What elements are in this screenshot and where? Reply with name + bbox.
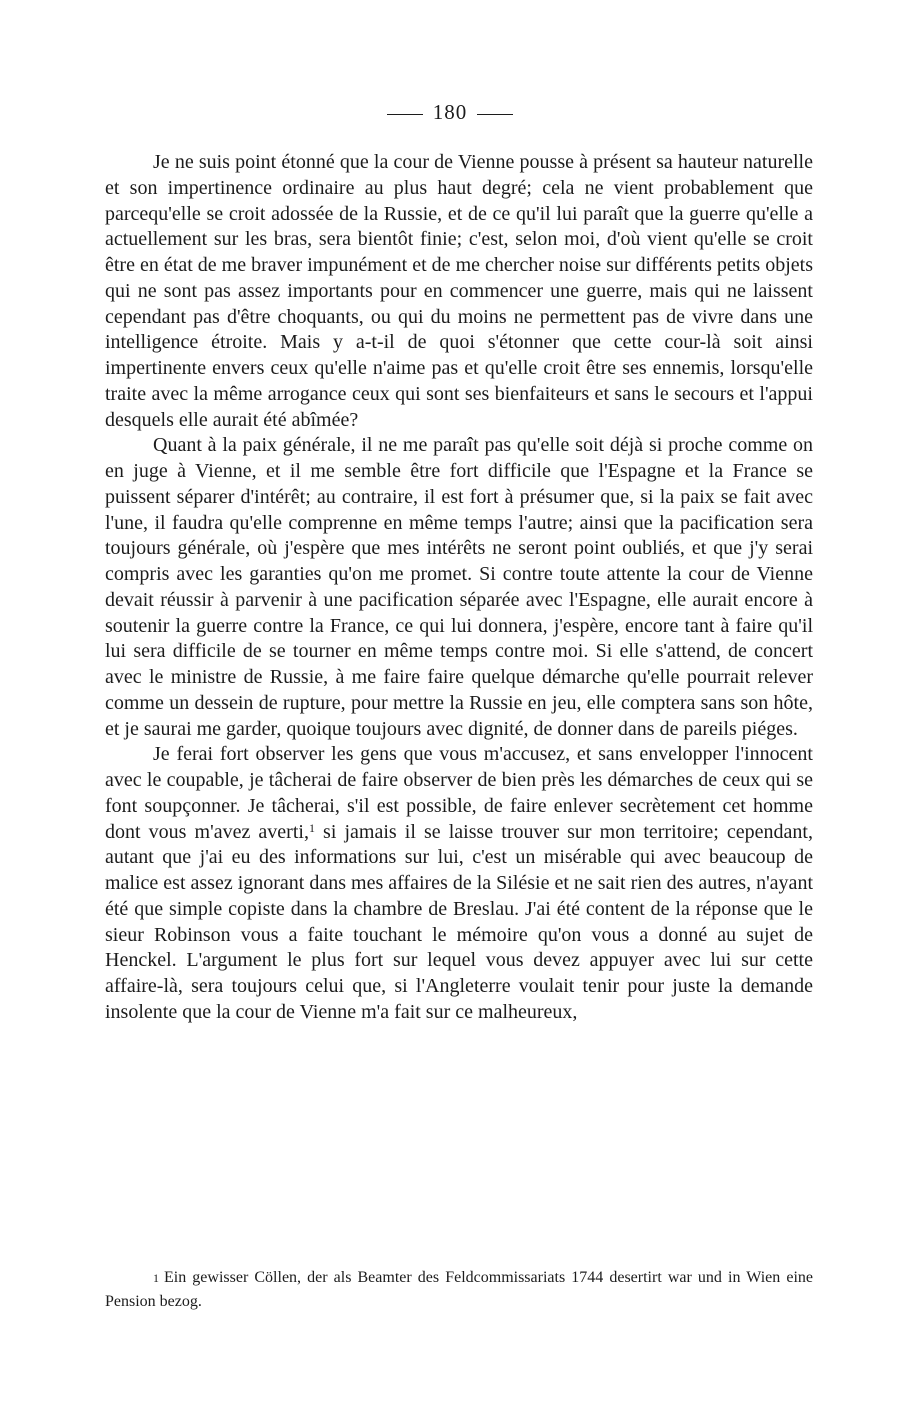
footnote-marker: 1 <box>153 1271 159 1285</box>
paragraph-3-text-start: Je ferai fort observer les gens que vous m'accusez, et sans envelopper l'innocent avec le coupable, je tâcherai de faire observer de bien près les démarches de ceux qui se font soupçonner. Je tâcherai, s'il est possible, de faire enlever secrètement cet homme dont vous m'avez averti, <box>105 743 813 843</box>
paragraph-3 <box>105 742 813 1025</box>
main-text <box>105 150 813 1026</box>
paragraph-2: Quant à la paix générale, il ne me paraît pas qu'elle soit déjà si proche comme on en juge à Vienne, et il me semble être fort difficile que l'Espagne et la France se puissent séparer d'intérêt; au contraire, il est fort à présumer que, si la paix se fait avec l'une, il faudra qu'elle comprenne en même temps l'autre; ainsi que la pacification sera toujours générale, où j'espère que mes intérêts ne seront point oubliés, et que j'y serai compris avec les garanties qu'on me promet. Si contre toute attente la cour de Vienne devait réussir à parvenir à une pacification séparée avec l'Espagne, elle aurait encore à soutenir la guerre contre la France, ce qui lui donnera, j'espère, encore tant à faire qu'il lui sera difficile de se tourner en même temps contre moi. Si elle s'attend, de concert avec le ministre de Russie, à me faire faire quelque démarche qu'elle pourrait relever comme un dessein de rupture, pour mettre la Russie en jeu, elle comptera sans son hôte, et je saurai me garder, quoique toujours avec dignité, de donner dans de pareils piéges. <box>105 434 813 740</box>
paragraph-3-text-end: si jamais il se laisse trouver sur mon territoire; cependant, autant que j'ai eu des informations sur lui, c'est un misérable qui avec beaucoup de malice est assez ignorant dans mes affaires de la Silésie et ne sait rien des autres, n'ayant été que simple copiste dans la chambre de Breslau. J'ai été content de la réponse que le sieur Robinson vous a faite touchant le mémoire qu'on vous a donné au sujet de Henckel. L'argument le plus fort sur lequel vous devez appuyer avec lui sur cette affaire-là, sera toujours celui que, si l'Angleterre voulait tenir pour juste la demande insolente que la cour de Vienne m'a fait sur ce malheureux, <box>105 820 813 1023</box>
page-header <box>0 100 900 125</box>
footnote-reference: 1 <box>308 820 315 835</box>
page-number: 180 <box>432 100 468 124</box>
footnote <box>105 1266 813 1313</box>
header-left-rule <box>387 114 423 115</box>
header-right-rule <box>477 114 513 115</box>
footnote-text: Ein gewisser Cöllen, der als Beamter des Feldcommissariats 1744 desertirt war und in Wien eine Pension bezog. <box>105 1269 813 1310</box>
paragraph-1: Je ne suis point étonné que la cour de Vienne pousse à présent sa hauteur naturelle et son impertinence ordinaire au plus haut degré; cela ne vient probablement que parcequ'elle se croit adossée de la Russie, et de ce qu'il lui paraît que la guerre qu'elle a actuellement sur les bras, sera bientôt finie; c'est, selon moi, d'où vient qu'elle se croit être en état de me braver impunément et de me chercher noise sur différents petits objets qui ne sont pas assez importants pour en commencer une guerre, mais qui ne laissent cependant pas d'être choquants, ou qui du moins ne permettent pas de vivre dans une intelligence étroite. Mais y a-t-il de quoi s'étonner que cette cour-là soit ainsi impertinente envers ceux qu'elle n'aime pas et qu'elle croit être ses ennemis, lorsqu'elle traite avec la même arrogance ceux qui sont ses bienfaiteurs et sans le secours et l'appui desquels elle aurait été abîmée? <box>105 151 813 431</box>
